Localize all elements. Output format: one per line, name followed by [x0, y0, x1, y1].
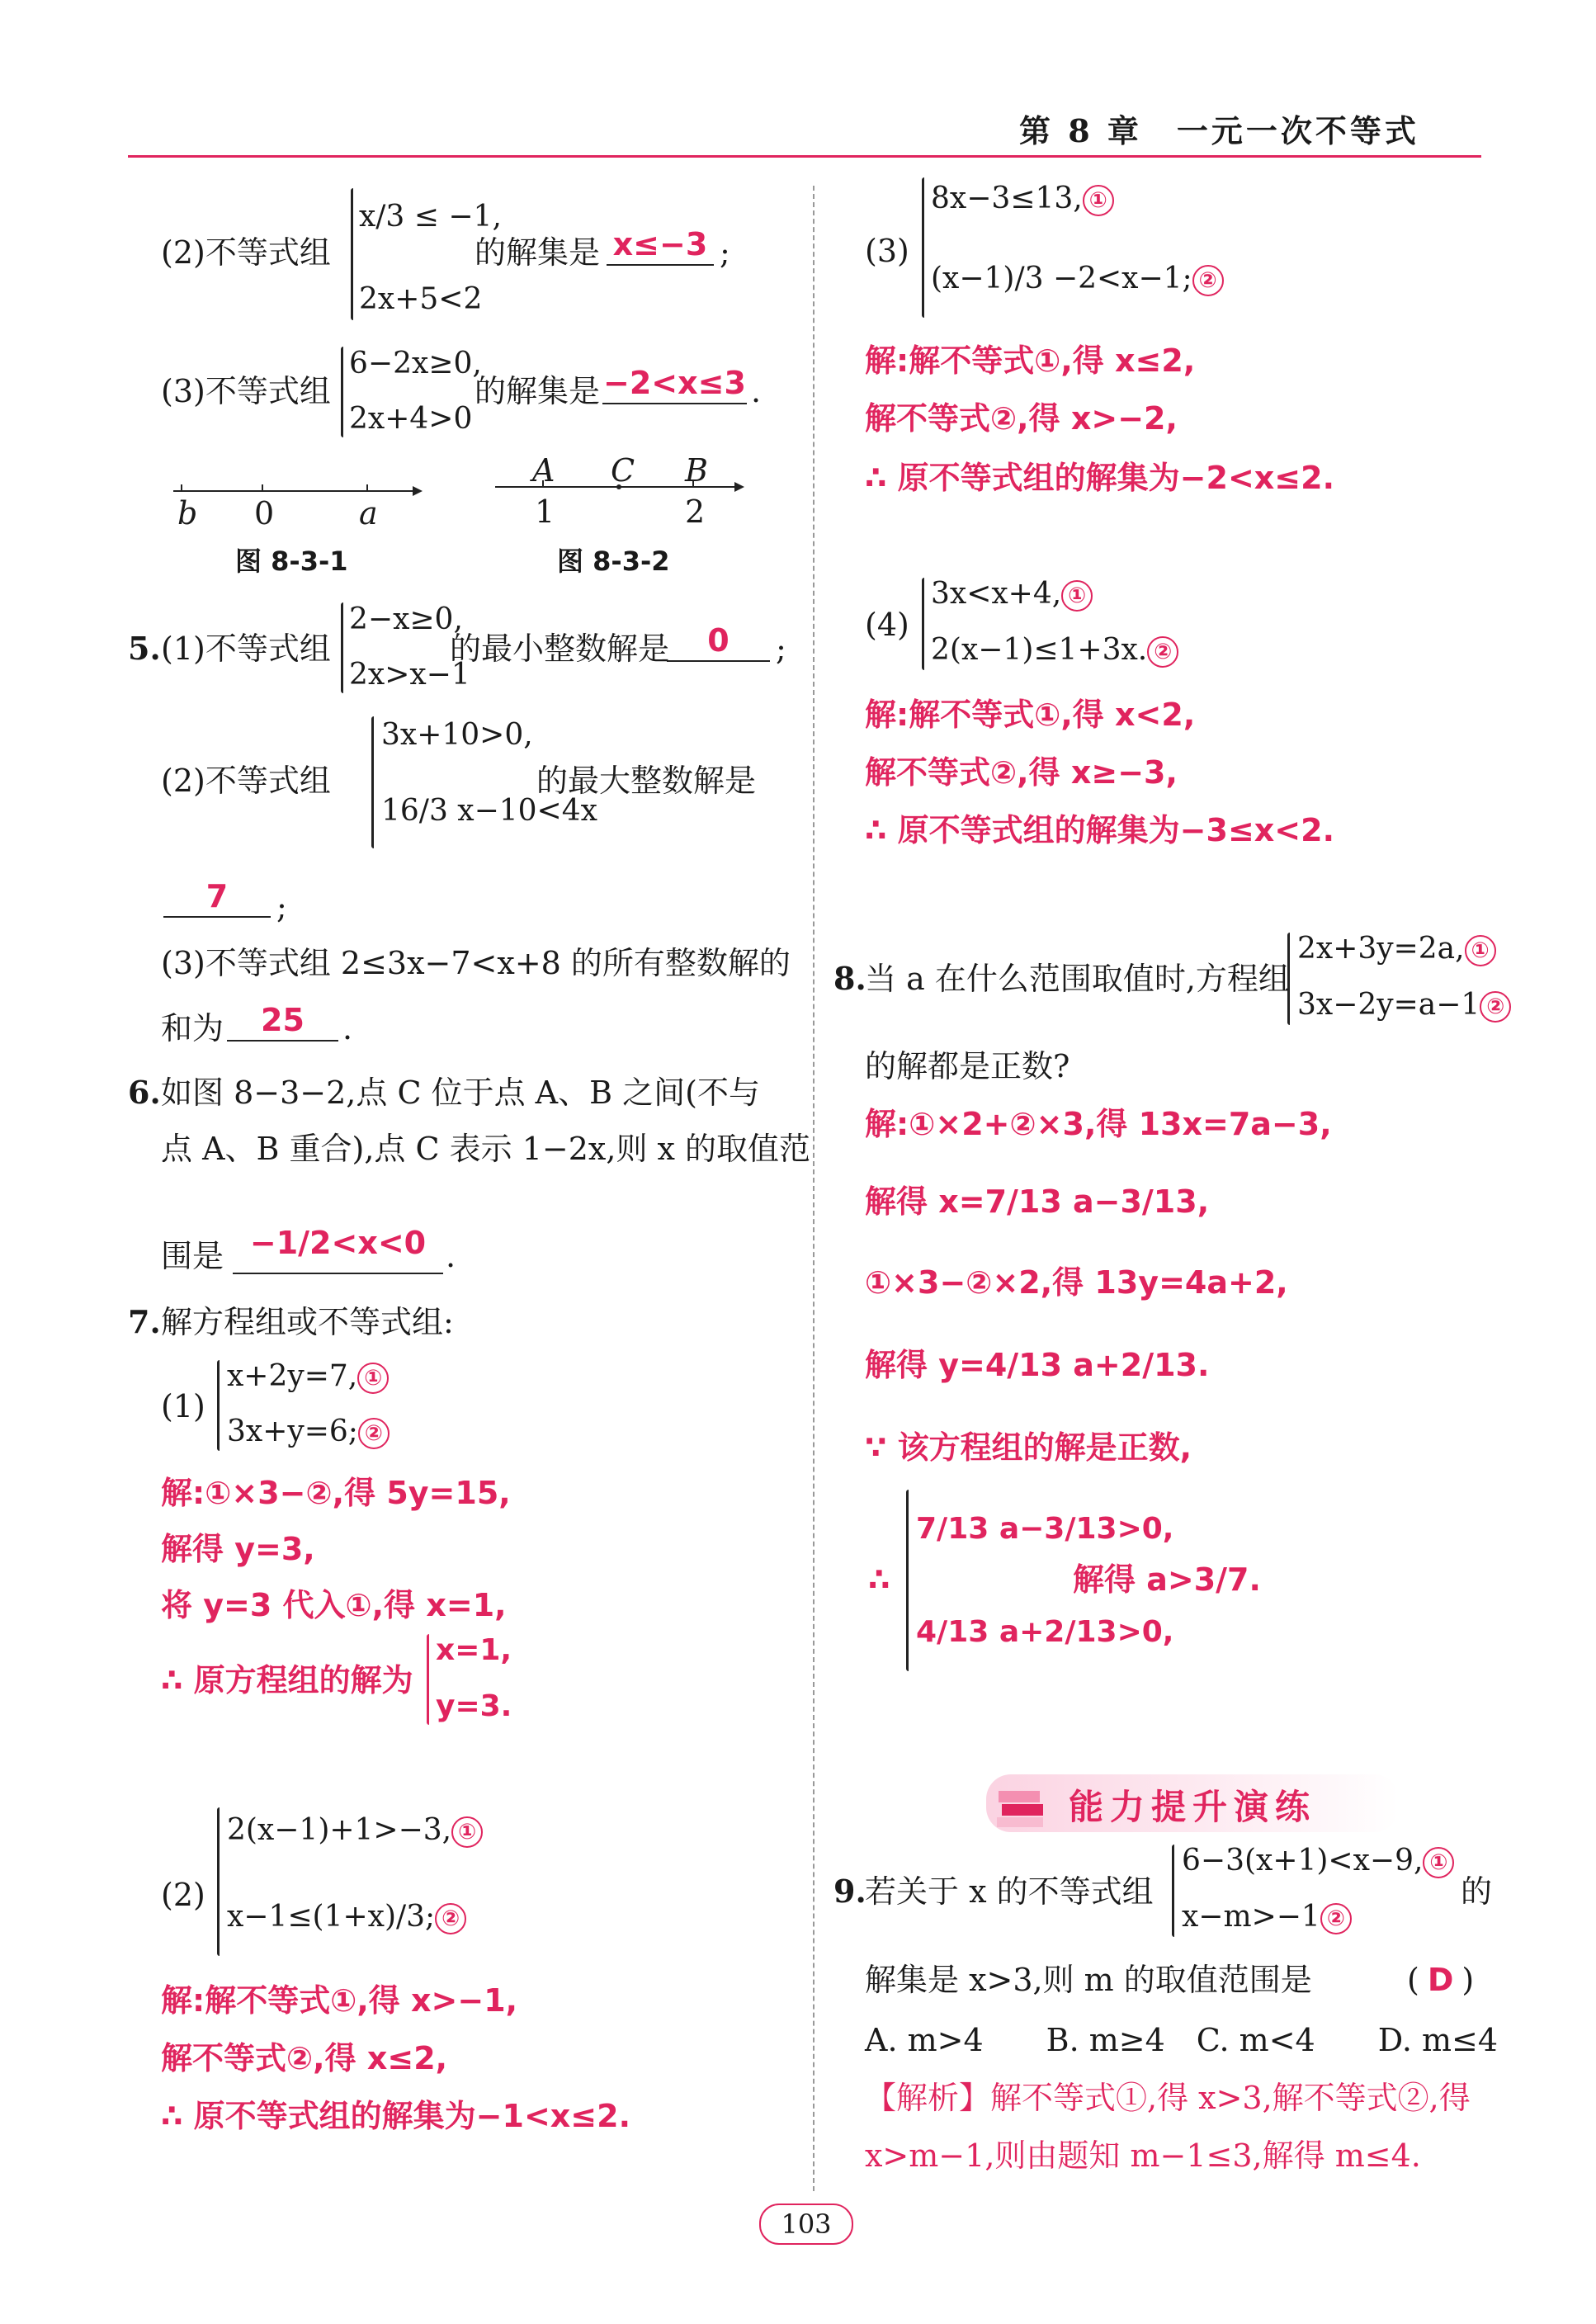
fig2-label-1: 1 [535, 494, 555, 530]
q7-1-line2: 3x+y=6; [227, 1415, 358, 1448]
q9-options: A. m>4 B. m≥4 C. m<4 D. m≤4 [865, 2022, 1499, 2058]
q7-4-step1: 解:解不等式①,得 x<2, [865, 697, 1196, 733]
q4-2-answer: x≤−3 [612, 226, 708, 262]
q5-2-line1: 3x+10>0, [381, 718, 533, 752]
q7-1-step4: ∴ 原方程组的解为 [161, 1662, 413, 1698]
q4-3-answer: −2<x≤3 [603, 365, 746, 401]
q7-2-step3: ∴ 原不等式组的解集为−1<x≤2. [161, 2098, 631, 2134]
q5-2-end: ; [276, 889, 287, 925]
q8-step1: 解:①×2+②×3,得 13x=7a−3, [865, 1106, 1332, 1142]
q9-line1: 6−3(x+1)<x−9, [1182, 1844, 1424, 1878]
q7-2-line1: 2(x−1)+1>−3, [227, 1813, 452, 1847]
q9-analysis-1: 【解析】解不等式①,得 x>3,解不等式②,得 [865, 2080, 1471, 2116]
q7-3-step1: 解:解不等式①,得 x≤2, [865, 342, 1196, 379]
q7-3-circle-1: ① [1083, 185, 1114, 216]
q8-therefore: ∴ [868, 1561, 890, 1598]
q9-line2: x−m>−1 [1182, 1900, 1320, 1934]
q7-3-brace [922, 177, 924, 318]
q7-2-circle-2: ② [435, 1903, 466, 1934]
q5-3-end: . [342, 1010, 353, 1046]
fig2-label-B: B [685, 452, 708, 489]
q5-3-prefix: 和为 [161, 1010, 224, 1046]
q9-circle-2: ② [1320, 1903, 1352, 1934]
q7-1-result-y: y=3. [436, 1689, 512, 1723]
q5-3-answer-blank [227, 1000, 338, 1042]
q5-2-answer-blank [163, 876, 271, 918]
q5-1-prefix: (1)不等式组 [161, 631, 331, 667]
fig2-caption: 图 8-3-2 [557, 546, 670, 577]
q4-2-mid: 的解集是 [475, 234, 601, 271]
q7-4-prefix: (4) [865, 607, 909, 643]
q8-brace [1287, 933, 1290, 1025]
q4-2-prefix: (2)不等式组 [161, 234, 331, 271]
q7-3-circle-2: ② [1192, 265, 1224, 296]
q5-2-brace [371, 716, 374, 848]
q6-prefix: 围是 [161, 1238, 224, 1274]
fig2-label-C: C [611, 452, 635, 489]
books-icon [990, 1766, 1056, 1832]
q7-4-line2: 2(x−1)≤1+3x. [931, 633, 1148, 667]
q7-4-circle-2: ② [1147, 636, 1178, 668]
q5-3-text: (3)不等式组 2≤3x−7<x+8 的所有整数解的 [161, 945, 791, 981]
q7-1-step3: 将 y=3 代入①,得 x=1, [161, 1587, 507, 1623]
q7-4-circle-1: ① [1061, 580, 1093, 612]
q4-3-prefix: (3)不等式组 [161, 373, 331, 409]
q5-2-prefix: (2)不等式组 [161, 763, 331, 799]
q5-2-mid: 的最大整数解是 [536, 763, 757, 799]
q4-2-line1: x/3 ≤ −1, [359, 200, 502, 234]
fig2-label-2: 2 [685, 494, 706, 530]
q4-2-end: ; [720, 234, 730, 271]
q8-step3: ①×3−②×2,得 13y=4a+2, [865, 1264, 1288, 1301]
q8-circle-1: ① [1465, 935, 1496, 966]
q7-3-prefix: (3) [865, 233, 909, 269]
q7-1-circle-1: ① [357, 1363, 389, 1394]
page-number: 103 [759, 2204, 853, 2245]
q8-circle-2: ② [1480, 991, 1511, 1023]
q6-answer-blank [233, 1213, 443, 1274]
q8-final-line1: 7/13 a−3/13>0, [916, 1512, 1174, 1546]
q6-line1: 如图 8−3−2,点 C 位于点 A、B 之间(不与 [161, 1075, 760, 1111]
q7-2-line2: x−1≤(1+x)/3; [227, 1900, 436, 1934]
q7-2-step1: 解:解不等式①,得 x>−1, [161, 1982, 518, 2019]
q6-answer: −1/2<x<0 [249, 1225, 427, 1261]
q8-final-brace [906, 1490, 909, 1671]
q9-de: 的 [1461, 1873, 1493, 1910]
q7-4-brace [922, 578, 924, 670]
q7-4-step3: ∴ 原不等式组的解集为−3≤x<2. [865, 812, 1335, 848]
figure-8-3-1 [173, 484, 423, 496]
fig1-label-a: a [359, 495, 378, 531]
q8-tail: 的解都是正数? [865, 1048, 1070, 1084]
q7-1-circle-2: ② [358, 1418, 390, 1449]
q7-1-result-x: x=1, [436, 1633, 512, 1667]
q4-3-mid: 的解集是 [475, 373, 601, 409]
q9-analysis-2: x>m−1,则由题知 m−1≤3,解得 m≤4. [865, 2137, 1421, 2174]
column-divider [813, 186, 815, 2191]
q7-1-step2: 解得 y=3, [161, 1531, 315, 1567]
q4-3-answer-blank [602, 363, 747, 404]
q7-3-step3: ∴ 原不等式组的解集为−2<x≤2. [865, 460, 1335, 496]
q8-step5: ∵ 该方程组的解是正数, [865, 1429, 1192, 1466]
q8-step4: 解得 y=4/13 a+2/13. [865, 1347, 1210, 1383]
q5-1-end: ; [776, 631, 786, 667]
fig2-label-A: A [532, 452, 555, 489]
q7-1-brace [217, 1360, 220, 1451]
q5-2-answer: 7 [205, 878, 229, 914]
q5-1-line2: 2x>x−1 [349, 658, 470, 692]
q5-1-line1: 2−x≥0, [349, 602, 463, 636]
q6-number: 6. [128, 1074, 161, 1111]
q9-answer: D [1427, 1962, 1454, 1998]
q9-circle-1: ① [1423, 1847, 1454, 1878]
q5-3-answer: 25 [261, 1002, 305, 1038]
q5-1-brace [341, 602, 343, 693]
q6-line2: 点 A、B 重合),点 C 表示 1−2x,则 x 的取值范 [161, 1131, 811, 1167]
chapter-header: 第 8 章 一元一次不等式 [1019, 112, 1419, 149]
q8-line2: 3x−2y=a−1 [1297, 988, 1480, 1022]
q7-title: 解方程组或不等式组: [161, 1304, 454, 1340]
q5-2-line2: 16/3 x−10<4x [381, 794, 597, 828]
header-rule [128, 155, 1481, 158]
q8-step2: 解得 x=7/13 a−3/13, [865, 1183, 1210, 1220]
q7-4-line1: 3x<x+4, [931, 577, 1062, 611]
q7-4-step2: 解不等式②,得 x≥−3, [865, 754, 1178, 791]
q4-3-line1: 6−2x≥0, [349, 347, 482, 380]
q9-number: 9. [833, 1873, 866, 1910]
q4-3-line2: 2x+4>0 [349, 402, 473, 436]
q8-line1: 2x+3y=2a, [1297, 932, 1465, 966]
q9-line3: 解集是 x>3,则 m 的取值范围是 [865, 1962, 1312, 1998]
q8-number: 8. [833, 960, 866, 997]
fig1-label-b: b [177, 495, 198, 531]
fig1-label-0: 0 [254, 495, 275, 531]
q5-1-answer-blank [667, 621, 770, 662]
q4-2-line2: 2x+5<2 [359, 282, 483, 316]
q7-2-circle-1: ① [451, 1816, 483, 1848]
q5-number: 5. [128, 630, 161, 667]
q7-1-prefix: (1) [161, 1388, 205, 1424]
q7-number: 7. [128, 1303, 161, 1340]
q7-1-result-brace [427, 1634, 429, 1725]
q4-3-end: . [751, 373, 762, 409]
q7-3-line1: 8x−3≤13, [931, 182, 1083, 215]
q6-end: . [446, 1238, 456, 1274]
q8-final-result: 解得 a>3/7. [1073, 1561, 1261, 1598]
fig1-caption: 图 8-3-1 [235, 546, 348, 577]
q9-brace [1172, 1845, 1174, 1937]
q8-prefix: 当 a 在什么范围取值时,方程组 [865, 961, 1290, 997]
q4-2-brace [351, 188, 353, 320]
q7-1-line1: x+2y=7, [227, 1359, 358, 1393]
q7-3-line2: (x−1)/3 −2<x−1; [931, 262, 1192, 295]
q8-final-line2: 4/13 a+2/13>0, [916, 1615, 1174, 1649]
q4-3-brace [341, 347, 343, 437]
q7-2-step2: 解不等式②,得 x≤2, [161, 2040, 448, 2076]
q9-prefix: 若关于 x 的不等式组 [865, 1873, 1154, 1910]
q4-2-answer-blank [607, 224, 714, 266]
section-title: 能力提升演练 [1069, 1787, 1317, 1827]
q7-2-prefix: (2) [161, 1877, 205, 1913]
q7-2-brace [217, 1807, 220, 1956]
q5-1-mid: 的最小整数解是 [450, 631, 670, 667]
q7-1-step1: 解:①×3−②,得 5y=15, [161, 1475, 511, 1511]
q7-3-step2: 解不等式②,得 x>−2, [865, 400, 1178, 437]
q5-1-answer: 0 [707, 622, 730, 659]
